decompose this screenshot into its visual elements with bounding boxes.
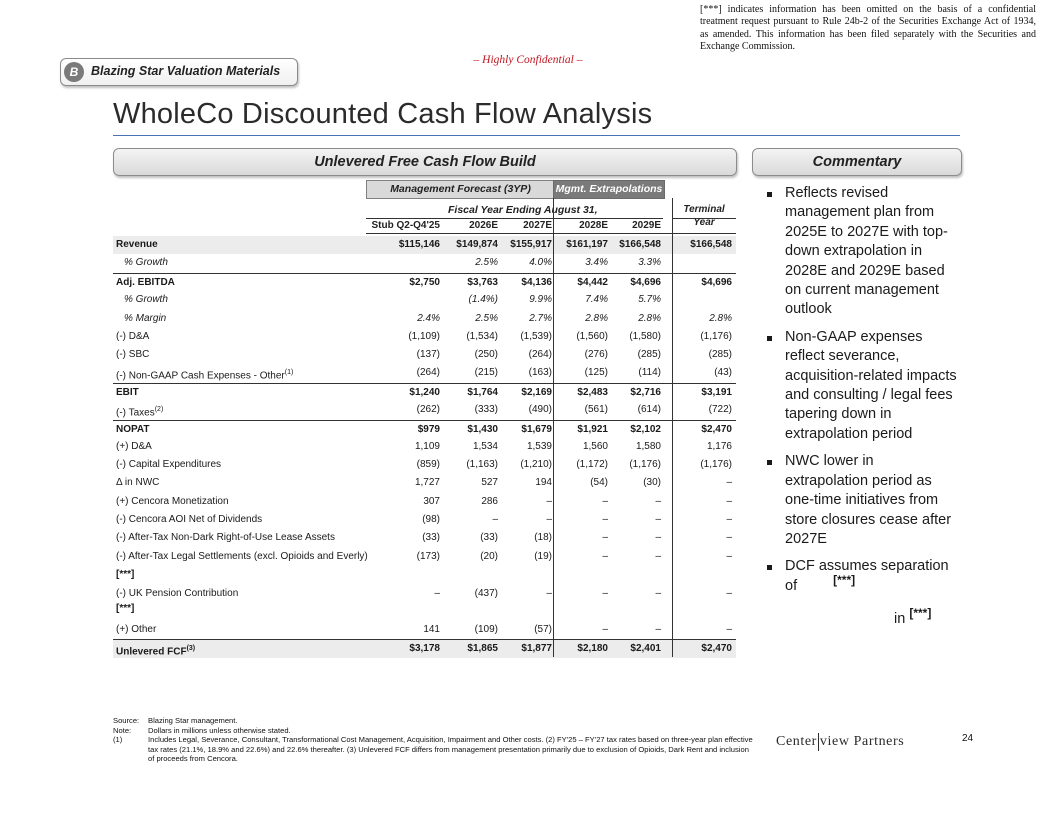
- bullet-square-icon: [767, 460, 772, 465]
- row-label: (-) SBC: [116, 349, 150, 360]
- cell: 1,539: [526, 441, 552, 452]
- row-label: (-) Capital Expenditures: [116, 459, 222, 470]
- terminal-cell: –: [726, 532, 732, 543]
- cell: (109): [474, 624, 498, 635]
- row-label: % Margin: [124, 313, 167, 324]
- cell: (20): [480, 551, 498, 562]
- table-row: [113, 493, 736, 511]
- cell: $2,180: [577, 643, 608, 654]
- omission-disclaimer: [***] indicates information has been omitted on the basis of a confidential treatment request pursuant to Rule 24b-2 of the Securities Exchange Act of 1934, as amended. This information has been filed separately with the Securities and Exchange Commission.: [700, 4, 1036, 53]
- terminal-cell: –: [726, 477, 732, 488]
- cell: (561): [584, 404, 608, 415]
- cell: (250): [474, 349, 498, 360]
- cell: 3.3%: [638, 257, 661, 268]
- cell: 2.4%: [417, 313, 440, 324]
- cell: 1,534: [472, 441, 498, 452]
- cell: (137): [416, 349, 440, 360]
- table-row: [113, 236, 736, 254]
- footnote-text: Includes Legal, Severance, Consultant, Transformational Cost Management, Acquisition, Impairment and Other costs. (2) FY'25 – FY'27 tax rates based on three-year plan effective tax rates (21.1%, 18.9% and 22.6%) and 22.6% thereafter. (3) Unlevered FCF differs from management presentation primarily due to exclusion of Opioids, Dark Rent and inclusion of proceeds from Cencora.: [148, 735, 753, 763]
- page-number: 24: [962, 733, 974, 744]
- cell: (1,163): [466, 459, 498, 470]
- table-row: [113, 511, 736, 529]
- footnote-key: (1): [113, 735, 123, 744]
- cell: (215): [474, 367, 498, 378]
- cell: (1,534): [466, 331, 498, 342]
- terminal-cell: 2.8%: [709, 313, 732, 324]
- cell: 194: [535, 477, 552, 488]
- terminal-head-line1: Terminal: [683, 204, 725, 215]
- terminal-cell: –: [726, 624, 732, 635]
- commentary-text: DCF assumes separation: [785, 558, 949, 575]
- table-row: [113, 401, 736, 419]
- cell: (614): [637, 404, 661, 415]
- cell: $149,874: [456, 239, 498, 250]
- row-label: (+) Cencora Monetization: [116, 496, 229, 507]
- row-label: Δ in NWC: [116, 477, 160, 488]
- row-label: NOPAT: [116, 424, 150, 435]
- cell: (114): [638, 367, 661, 378]
- row-label: (-) After-Tax Non-Dark Right-of-Use Lease Assets: [116, 532, 335, 543]
- cell: $4,136: [521, 277, 552, 288]
- table-row: [113, 438, 736, 456]
- cell: $161,197: [566, 239, 608, 250]
- cell: 9.9%: [529, 294, 552, 305]
- cell: 7.4%: [585, 294, 608, 305]
- cell: (262): [416, 404, 440, 415]
- cell: $4,696: [630, 277, 661, 288]
- row-label: (-) D&A: [116, 331, 150, 342]
- cell: $2,401: [630, 643, 661, 654]
- cell: (264): [528, 349, 552, 360]
- cell: $1,865: [467, 643, 498, 654]
- section-tag-label: Blazing Star Valuation Materials: [91, 64, 281, 78]
- cell: 2.7%: [529, 313, 552, 324]
- redacted-marker: [***]: [833, 572, 856, 587]
- cell: (1,539): [520, 331, 552, 342]
- cell: (57): [534, 624, 552, 635]
- extrapolation-divider: [553, 198, 554, 657]
- footnote-text: Blazing Star management.: [148, 716, 238, 725]
- commentary-text: of: [785, 577, 798, 594]
- footnote-marker: (1): [284, 369, 294, 376]
- cell: –: [602, 588, 608, 599]
- logo-text-right: view Partners: [819, 734, 905, 750]
- cell: –: [546, 514, 552, 525]
- footnote-marker: (3): [186, 645, 196, 652]
- terminal-head-line2: Year: [693, 217, 715, 228]
- terminal-cell: $4,696: [701, 277, 732, 288]
- cell: 2.5%: [475, 257, 498, 268]
- cell: 527: [481, 477, 498, 488]
- cell: (54): [590, 477, 608, 488]
- table-row: [113, 456, 736, 474]
- table-row: [113, 364, 736, 382]
- cell: $1,764: [467, 387, 498, 398]
- logo-text-left: Center: [776, 734, 817, 750]
- bullet-square-icon: [767, 565, 772, 570]
- cell: (490): [528, 404, 552, 415]
- terminal-cell: $2,470: [701, 424, 732, 435]
- fiscal-year-label: Fiscal Year Ending August 31,: [448, 204, 598, 216]
- cell: (264): [416, 367, 440, 378]
- commentary-bullet: [760, 452, 960, 549]
- cell: $1,877: [521, 643, 552, 654]
- redacted-row: [113, 566, 736, 584]
- cell: 1,109: [414, 441, 440, 452]
- footnote: [113, 726, 753, 736]
- row-label: (-) UK Pension Contribution: [116, 588, 239, 599]
- terminal-cell: (43): [714, 367, 732, 378]
- cell: –: [655, 496, 661, 507]
- redacted-label: [***]: [116, 569, 135, 580]
- row-label-text: (-) Taxes: [116, 407, 155, 419]
- cell: (33): [422, 532, 440, 543]
- terminal-cell: $166,548: [690, 239, 732, 250]
- terminal-cell: $2,470: [701, 643, 732, 654]
- cell: –: [655, 551, 661, 562]
- cell: (163): [528, 367, 552, 378]
- row-label: (+) Other: [116, 624, 157, 635]
- cell: 1,580: [635, 441, 661, 452]
- cell: (1,210): [520, 459, 552, 470]
- table-row: [113, 273, 736, 292]
- table-row: [113, 474, 736, 492]
- commentary-text: NWC lower in extrapolation period as one-time initiatives from store closures cease after 2027E: [785, 453, 952, 547]
- commentary-text: Reflects revised management plan from 2025E to 2027E with top-down extrapolation in 2028E and 2029E based on current management outlook: [785, 185, 948, 318]
- cell: (285): [637, 349, 661, 360]
- bullet-square-icon: [767, 192, 772, 197]
- column-header-2028: 2028E: [579, 220, 608, 231]
- cell: –: [655, 532, 661, 543]
- cell: –: [546, 496, 552, 507]
- row-label: % Growth: [124, 294, 168, 305]
- terminal-cell: (285): [708, 349, 732, 360]
- cell: 141: [423, 624, 440, 635]
- cell: (1,580): [629, 331, 661, 342]
- confidentiality-label: – Highly Confidential –: [473, 54, 583, 66]
- cell: $1,430: [467, 424, 498, 435]
- logo-divider: [818, 733, 819, 751]
- terminal-cell: (1,176): [700, 459, 732, 470]
- row-label: (+) D&A: [116, 441, 152, 452]
- row-label: (-) After-Tax Legal Settlements (excl. Opioids and Everly): [116, 551, 368, 562]
- footnotes: [113, 716, 753, 764]
- cell: (98): [422, 514, 440, 525]
- management-forecast-header: Management Forecast (3YP): [366, 180, 555, 199]
- cell: $2,716: [630, 387, 661, 398]
- cell: $979: [417, 424, 440, 435]
- cell: –: [655, 514, 661, 525]
- terminal-year-header: [672, 203, 736, 229]
- section-letter-badge: B: [64, 62, 84, 82]
- terminal-divider: [672, 198, 673, 657]
- column-header-2027: 2027E: [523, 220, 552, 231]
- row-label: Revenue: [116, 239, 158, 250]
- cell: (19): [534, 551, 552, 562]
- cell: (276): [584, 349, 608, 360]
- table-row: [113, 346, 736, 364]
- cell: $1,921: [577, 424, 608, 435]
- commentary-text: Non-GAAP expenses reflect severance, acquisition-related impacts and consulting / legal fees tapering down in extrapolation period: [785, 328, 957, 442]
- cell: (437): [474, 588, 498, 599]
- table-row: [113, 548, 736, 566]
- cell: –: [546, 588, 552, 599]
- cell: $2,750: [409, 277, 440, 288]
- cell: $4,442: [577, 277, 608, 288]
- terminal-cell: –: [726, 588, 732, 599]
- cell: (18): [534, 532, 552, 543]
- row-label: [116, 640, 195, 661]
- table-row: [113, 383, 736, 402]
- cell: 2.8%: [585, 313, 608, 324]
- commentary-bullet: [760, 184, 960, 320]
- fiscal-year-rule: [366, 218, 663, 219]
- cell: 1,727: [414, 477, 440, 488]
- table-row: [113, 310, 736, 328]
- terminal-cell: –: [726, 514, 732, 525]
- table-row: [113, 420, 736, 439]
- table-row: [113, 328, 736, 346]
- row-label: EBIT: [116, 387, 139, 398]
- column-header-2029: 2029E: [632, 220, 661, 231]
- cell: –: [602, 624, 608, 635]
- mgmt-extrapolations-header: Mgmt. Extrapolations: [553, 180, 665, 199]
- cell: (1.4%): [468, 294, 498, 305]
- commentary-bullet: [760, 328, 960, 444]
- cell: 1,560: [582, 441, 608, 452]
- cell: –: [434, 588, 440, 599]
- terminal-cell: –: [726, 551, 732, 562]
- cell: (333): [474, 404, 498, 415]
- cell: –: [602, 496, 608, 507]
- cell: $3,178: [409, 643, 440, 654]
- company-logo: [776, 733, 904, 751]
- cell: –: [655, 588, 661, 599]
- cell: (859): [416, 459, 440, 470]
- commentary-bullet: [760, 557, 960, 596]
- cell: –: [602, 514, 608, 525]
- cell: (1,172): [576, 459, 608, 470]
- commentary-tail: [894, 606, 932, 627]
- footnote: [113, 716, 753, 726]
- cell: (1,109): [408, 331, 440, 342]
- cell: (1,176): [629, 459, 661, 470]
- cell: $2,169: [521, 387, 552, 398]
- footnote: [113, 735, 753, 764]
- row-label: Adj. EBITDA: [116, 277, 175, 288]
- footnote-key: Source:: [113, 716, 140, 725]
- terminal-cell: –: [726, 496, 732, 507]
- cell: (30): [643, 477, 661, 488]
- cell: 307: [423, 496, 440, 507]
- cell: (125): [584, 367, 608, 378]
- terminal-cell: (722): [708, 404, 732, 415]
- table-row: [113, 291, 736, 309]
- cell: (173): [416, 551, 440, 562]
- cell: –: [602, 532, 608, 543]
- commentary-panel-header: Commentary: [752, 148, 962, 176]
- footnote-text: Dollars in millions unless otherwise stated.: [148, 725, 291, 735]
- redacted-row: [113, 600, 736, 618]
- column-header-stub: Stub Q2-Q4'25: [371, 220, 440, 231]
- cell: (33): [480, 532, 498, 543]
- cell: $2,102: [630, 424, 661, 435]
- row-label: % Growth: [124, 257, 168, 268]
- footnote-marker: (2): [154, 406, 164, 413]
- column-header-2026: 2026E: [469, 220, 498, 231]
- terminal-cell: 1,176: [706, 441, 732, 452]
- terminal-cell: (1,176): [700, 331, 732, 342]
- cell: –: [655, 624, 661, 635]
- row-label-text: Unlevered FCF: [116, 646, 187, 658]
- fcf-build-panel-header: Unlevered Free Cash Flow Build: [113, 148, 737, 176]
- cell: $1,240: [409, 387, 440, 398]
- cell: $166,548: [619, 239, 661, 250]
- cell: –: [602, 551, 608, 562]
- bullet-square-icon: [767, 336, 772, 341]
- row-label: (-) Cencora AOI Net of Dividends: [116, 514, 263, 525]
- cell: $115,146: [398, 239, 440, 250]
- table-row: [113, 254, 736, 272]
- section-tag: [60, 58, 298, 86]
- redacted-marker: [***]: [909, 606, 932, 621]
- cell: $3,763: [467, 277, 498, 288]
- cell: 3.4%: [585, 257, 608, 268]
- title-rule: [113, 135, 960, 136]
- table-row: [113, 621, 736, 639]
- table-row: [113, 529, 736, 547]
- page-title: WholeCo Discounted Cash Flow Analysis: [113, 98, 653, 130]
- header-rule: [366, 233, 736, 234]
- terminal-cell: $3,191: [701, 387, 732, 398]
- cell: 2.8%: [638, 313, 661, 324]
- cell: (1,560): [576, 331, 608, 342]
- cell: 4.0%: [529, 257, 552, 268]
- cell: $1,679: [521, 424, 552, 435]
- cell: 286: [481, 496, 498, 507]
- cell: $2,483: [577, 387, 608, 398]
- cell: $155,917: [510, 239, 552, 250]
- footnote-key: Note:: [113, 725, 132, 735]
- cell: 2.5%: [475, 313, 498, 324]
- redacted-label: [***]: [116, 603, 135, 614]
- table-row: [113, 639, 736, 658]
- cell: –: [492, 514, 498, 525]
- row-label-text: (-) Non-GAAP Cash Expenses - Other: [116, 370, 285, 382]
- commentary-text: in: [894, 611, 906, 627]
- commentary-list: [760, 184, 960, 604]
- cell: 5.7%: [638, 294, 661, 305]
